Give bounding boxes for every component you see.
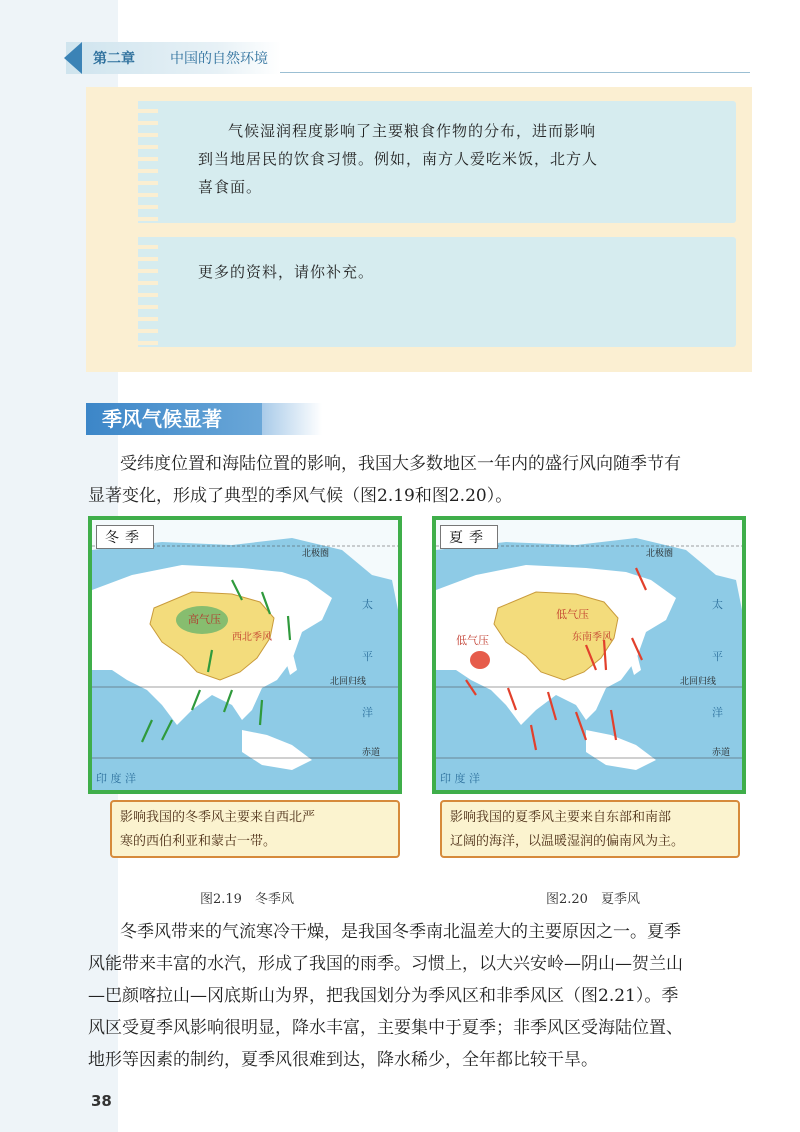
note-1-line-2: 到当地居民的饮食习惯。例如，南方人爱吃米饭，北方人 [198, 150, 599, 168]
winter-figure-label: 图2.19 冬季风 [200, 892, 294, 907]
note-1-line-3: 喜食面。 [198, 178, 263, 196]
summer-caption-box [440, 800, 740, 858]
summer-caption-line-1: 影响我国的夏季风主要来自东部和南部 [450, 810, 672, 825]
torn-edge [138, 237, 158, 347]
pacific-label-2: 平 [712, 650, 723, 663]
header-rule [280, 72, 750, 73]
summer-monsoon-map [432, 516, 746, 794]
body-line-1: 冬季风带来的气流寒冷干燥，是我国冬季南北温差大的主要原因之一。夏季 [120, 922, 681, 942]
pacific-label-2: 平 [362, 650, 373, 663]
note-card-2 [146, 237, 736, 347]
arctic-circle-label: 北极圈 [646, 549, 674, 559]
high-pressure-label: 高气压 [188, 613, 221, 626]
low-pressure-label-1: 低气压 [556, 608, 589, 621]
body-line-4: 风区受夏季风影响很明显，降水丰富，主要集中于夏季；非季风区受海陆位置、 [88, 1018, 683, 1038]
torn-edge [138, 101, 158, 223]
winter-caption-box [110, 800, 400, 858]
summer-figure-label: 图2.20 夏季风 [546, 892, 640, 907]
summer-caption-line-2: 辽阔的海洋，以温暖湿润的偏南风为主。 [450, 834, 685, 849]
summer-monsoon-label: 东南季风 [572, 632, 612, 643]
summer-season-tag: 夏季 [440, 525, 498, 549]
note-1-line-1: 气候湿润程度影响了主要粮食作物的分布，进而影响 [228, 122, 597, 140]
indian-ocean-label: 印 度 洋 [96, 772, 136, 785]
body-line-2: 风能带来丰富的水汽，形成了我国的雨季。习惯上，以大兴安岭—阴山—贺兰山 [88, 954, 683, 974]
summer-map-graphic [436, 520, 742, 790]
tropic-label: 北回归线 [330, 677, 367, 687]
section-heading: 季风气候显著 [86, 403, 262, 435]
tropic-label: 北回归线 [680, 677, 717, 687]
pacific-label-1: 太 [362, 598, 373, 611]
indian-ocean-label: 印 度 洋 [440, 772, 480, 785]
note-2-line-1: 更多的资料，请你补充。 [198, 263, 375, 281]
equator-label: 赤道 [712, 748, 731, 758]
low-pressure-label-2: 低气压 [456, 634, 489, 647]
body-line-3: —巴颜喀拉山—冈底斯山为界，把我国划分为季风区和非季风区（图2.21）。季 [88, 986, 679, 1006]
pacific-label-3: 洋 [712, 706, 723, 719]
low-pressure-area [470, 651, 490, 669]
body-line-5: 地形等因素的制约，夏季风很难到达，降水稀少，全年都比较干旱。 [88, 1050, 598, 1070]
arctic-circle-label: 北极圈 [302, 549, 330, 559]
page-number: 38 [91, 1092, 112, 1110]
equator-label: 赤道 [362, 748, 381, 758]
winter-season-tag: 冬季 [96, 525, 154, 549]
winter-caption-line-1: 影响我国的冬季风主要来自西北严 [120, 810, 316, 825]
intro-line-1: 受纬度位置和海陆位置的影响，我国大多数地区一年内的盛行风向随季节有 [120, 454, 681, 474]
winter-map-graphic [92, 520, 398, 790]
intro-line-2: 显著变化，形成了典型的季风气候（图2.19和图2.20）。 [88, 486, 513, 506]
winter-monsoon-label: 西北季风 [232, 632, 272, 643]
section-heading-fade [262, 403, 322, 435]
winter-caption-line-2: 寒的西伯利亚和蒙古一带。 [120, 834, 277, 849]
winter-monsoon-map [88, 516, 402, 794]
chapter-number: 第二章 [93, 51, 135, 67]
notes-panel [86, 87, 752, 372]
pacific-label-3: 洋 [362, 706, 373, 719]
header-arrow-icon [64, 42, 82, 74]
chapter-title: 中国的自然环境 [170, 51, 268, 67]
pacific-label-1: 太 [712, 598, 723, 611]
